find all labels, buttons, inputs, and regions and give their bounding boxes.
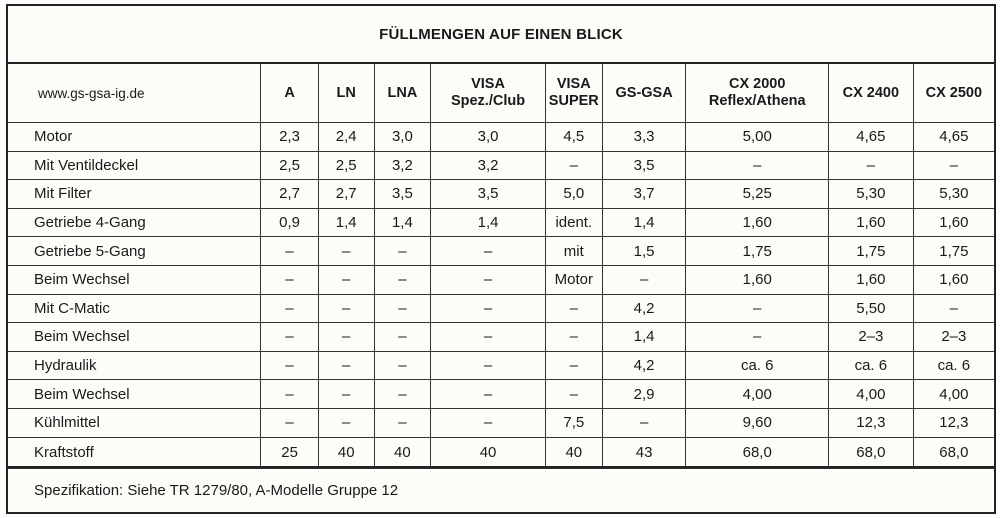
table-cell: – bbox=[431, 237, 546, 266]
table-cell: – bbox=[602, 408, 686, 437]
row-label: Kraftstoff bbox=[8, 437, 261, 468]
fill-quantities-sheet bbox=[6, 4, 996, 514]
row-label: Beim Wechsel bbox=[8, 265, 261, 294]
table-cell: – bbox=[374, 323, 431, 352]
table-cell: 3,0 bbox=[374, 123, 431, 152]
row-label: Mit Ventildeckel bbox=[8, 151, 261, 180]
column-header: CX 2000 Reflex/Athena bbox=[686, 64, 829, 123]
table-cell: 1,4 bbox=[374, 208, 431, 237]
table-cell: ca. 6 bbox=[828, 351, 913, 380]
table-cell: ident. bbox=[545, 208, 602, 237]
table-cell: – bbox=[374, 294, 431, 323]
table-cell: – bbox=[431, 351, 546, 380]
specification-note: Spezifikation: Siehe TR 1279/80, A-Modelle Gruppe 12 bbox=[8, 466, 994, 512]
table-cell: – bbox=[318, 294, 374, 323]
table-cell: 5,0 bbox=[545, 180, 602, 209]
table-cell: – bbox=[318, 408, 374, 437]
table-cell: 2,7 bbox=[318, 180, 374, 209]
table-cell: – bbox=[318, 351, 374, 380]
row-label: Getriebe 4-Gang bbox=[8, 208, 261, 237]
table-cell: 3,5 bbox=[602, 151, 686, 180]
table-cell: ca. 6 bbox=[686, 351, 829, 380]
table-cell: 4,65 bbox=[828, 123, 913, 152]
row-label: Getriebe 5-Gang bbox=[8, 237, 261, 266]
table-cell: 2,5 bbox=[261, 151, 319, 180]
column-header: VISA SUPER bbox=[545, 64, 602, 123]
table-row bbox=[8, 151, 994, 180]
table-cell: 4,00 bbox=[913, 380, 994, 409]
table-cell: mit bbox=[545, 237, 602, 266]
table-cell: 40 bbox=[374, 437, 431, 468]
table-cell: – bbox=[318, 265, 374, 294]
table-cell: 1,75 bbox=[828, 237, 913, 266]
table-cell: 1,4 bbox=[431, 208, 546, 237]
table-row bbox=[8, 208, 994, 237]
table-cell: 1,4 bbox=[602, 323, 686, 352]
table-cell: – bbox=[602, 265, 686, 294]
table-cell: 5,25 bbox=[686, 180, 829, 209]
table-cell: – bbox=[374, 351, 431, 380]
table-cell: 3,5 bbox=[374, 180, 431, 209]
table-cell: – bbox=[374, 380, 431, 409]
table-row bbox=[8, 351, 994, 380]
header-row bbox=[8, 64, 994, 123]
table-cell: 4,5 bbox=[545, 123, 602, 152]
table-cell: 1,60 bbox=[913, 208, 994, 237]
table-cell: 5,30 bbox=[828, 180, 913, 209]
table-row bbox=[8, 323, 994, 352]
table-cell: – bbox=[913, 151, 994, 180]
table-cell: – bbox=[431, 294, 546, 323]
table-cell: 5,50 bbox=[828, 294, 913, 323]
table-cell: 68,0 bbox=[686, 437, 829, 468]
table-cell: 4,65 bbox=[913, 123, 994, 152]
row-label: Motor bbox=[8, 123, 261, 152]
website-label: www.gs-gsa-ig.de bbox=[8, 64, 261, 123]
table-cell: 2,3 bbox=[261, 123, 319, 152]
table-cell: 12,3 bbox=[828, 408, 913, 437]
table-cell: – bbox=[431, 323, 546, 352]
table-cell: 3,7 bbox=[602, 180, 686, 209]
table-row bbox=[8, 265, 994, 294]
table-cell: – bbox=[318, 380, 374, 409]
table-cell: – bbox=[686, 323, 829, 352]
table-cell: 3,0 bbox=[431, 123, 546, 152]
table-cell: – bbox=[545, 151, 602, 180]
table-cell: 25 bbox=[261, 437, 319, 468]
table-cell: 43 bbox=[602, 437, 686, 468]
table-cell: 4,2 bbox=[602, 294, 686, 323]
table-cell: – bbox=[545, 380, 602, 409]
table-cell: – bbox=[261, 380, 319, 409]
table-cell: 3,5 bbox=[431, 180, 546, 209]
table-cell: 4,00 bbox=[686, 380, 829, 409]
table-cell: – bbox=[318, 237, 374, 266]
table-cell: – bbox=[431, 380, 546, 409]
table-cell: – bbox=[545, 351, 602, 380]
table-cell: 40 bbox=[545, 437, 602, 468]
table-cell: 1,5 bbox=[602, 237, 686, 266]
table-cell: 2,7 bbox=[261, 180, 319, 209]
table-cell: 12,3 bbox=[913, 408, 994, 437]
table-cell: – bbox=[261, 408, 319, 437]
row-label: Mit C-Matic bbox=[8, 294, 261, 323]
table-cell: 5,00 bbox=[686, 123, 829, 152]
table-cell: – bbox=[261, 294, 319, 323]
table-cell: 1,4 bbox=[602, 208, 686, 237]
table-cell: – bbox=[261, 351, 319, 380]
column-header: GS-GSA bbox=[602, 64, 686, 123]
table-cell: – bbox=[318, 323, 374, 352]
row-label: Beim Wechsel bbox=[8, 380, 261, 409]
table-cell: 68,0 bbox=[913, 437, 994, 468]
column-header: A bbox=[261, 64, 319, 123]
column-header: VISA Spez./Club bbox=[431, 64, 546, 123]
table-cell: 3,3 bbox=[602, 123, 686, 152]
table-cell: 2–3 bbox=[828, 323, 913, 352]
table-cell: 2–3 bbox=[913, 323, 994, 352]
table-cell: 1,4 bbox=[318, 208, 374, 237]
sheet-title: FÜLLMENGEN AUF EINEN BLICK bbox=[8, 6, 994, 64]
table-cell: 3,2 bbox=[431, 151, 546, 180]
table-row bbox=[8, 237, 994, 266]
table-cell: – bbox=[686, 294, 829, 323]
table-cell: 2,5 bbox=[318, 151, 374, 180]
table-cell: ca. 6 bbox=[913, 351, 994, 380]
table-cell: 1,60 bbox=[913, 265, 994, 294]
table-cell: 1,60 bbox=[828, 265, 913, 294]
column-header: CX 2400 bbox=[828, 64, 913, 123]
table-cell: 7,5 bbox=[545, 408, 602, 437]
table-cell: – bbox=[261, 323, 319, 352]
column-header: LNA bbox=[374, 64, 431, 123]
table-cell: – bbox=[374, 408, 431, 437]
table-cell: 9,60 bbox=[686, 408, 829, 437]
table-cell: 1,60 bbox=[686, 208, 829, 237]
table-cell: – bbox=[374, 265, 431, 294]
table-cell: – bbox=[545, 294, 602, 323]
table-cell: 68,0 bbox=[828, 437, 913, 468]
table-cell: 40 bbox=[431, 437, 546, 468]
table-cell: – bbox=[374, 237, 431, 266]
table-row bbox=[8, 408, 994, 437]
table-cell: 5,30 bbox=[913, 180, 994, 209]
table-cell: – bbox=[828, 151, 913, 180]
table-cell: 1,60 bbox=[686, 265, 829, 294]
table-cell: 40 bbox=[318, 437, 374, 468]
table-cell: 3,2 bbox=[374, 151, 431, 180]
table-cell: 2,9 bbox=[602, 380, 686, 409]
table-cell: – bbox=[545, 323, 602, 352]
table-row bbox=[8, 437, 994, 468]
table-row bbox=[8, 294, 994, 323]
row-label: Kühlmittel bbox=[8, 408, 261, 437]
table-row bbox=[8, 380, 994, 409]
table-cell: Motor bbox=[545, 265, 602, 294]
table-cell: 1,75 bbox=[686, 237, 829, 266]
table-row bbox=[8, 180, 994, 209]
table-cell: 4,2 bbox=[602, 351, 686, 380]
table-cell: 1,60 bbox=[828, 208, 913, 237]
table-cell: – bbox=[431, 408, 546, 437]
table-cell: – bbox=[686, 151, 829, 180]
table-cell: 0,9 bbox=[261, 208, 319, 237]
table-cell: 2,4 bbox=[318, 123, 374, 152]
table-cell: – bbox=[261, 265, 319, 294]
table-cell: 1,75 bbox=[913, 237, 994, 266]
row-label: Beim Wechsel bbox=[8, 323, 261, 352]
table-cell: – bbox=[431, 265, 546, 294]
table-row bbox=[8, 123, 994, 152]
column-header: LN bbox=[318, 64, 374, 123]
table-cell: – bbox=[913, 294, 994, 323]
column-header: CX 2500 bbox=[913, 64, 994, 123]
table-cell: 4,00 bbox=[828, 380, 913, 409]
fill-quantities-table bbox=[8, 64, 994, 469]
row-label: Hydraulik bbox=[8, 351, 261, 380]
table-cell: – bbox=[261, 237, 319, 266]
row-label: Mit Filter bbox=[8, 180, 261, 209]
